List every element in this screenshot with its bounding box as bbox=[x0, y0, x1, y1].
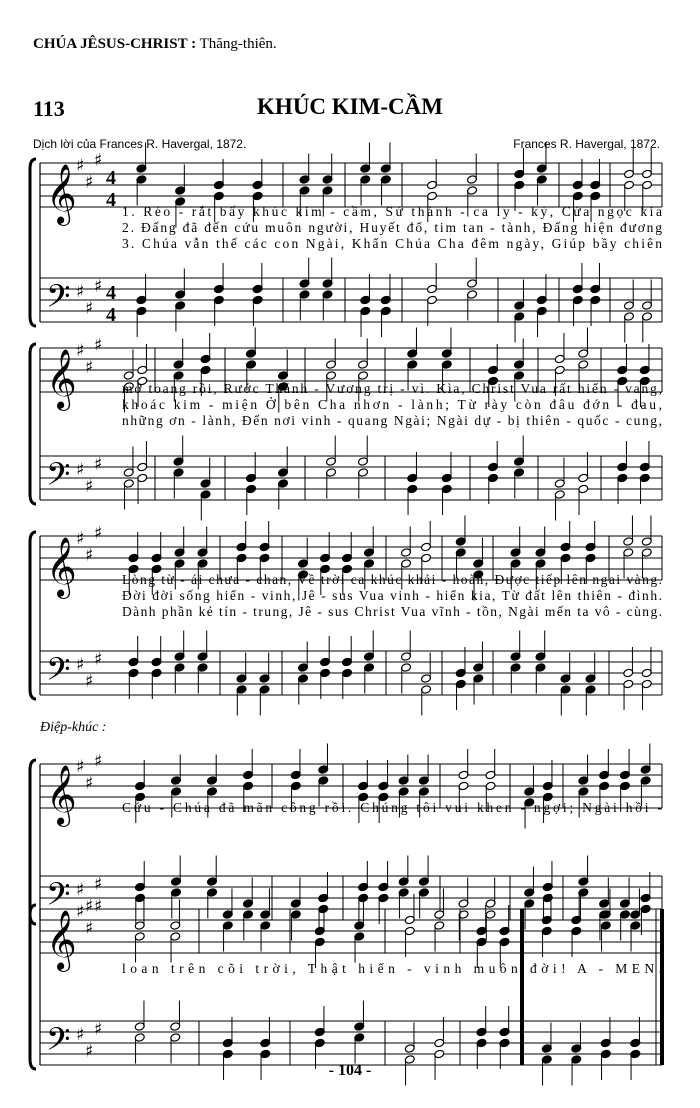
lyric-line: mở toang rồi, Rước Thánh - Vương trị - vì. Kìa, Christ Vua rất hiển - vang, bbox=[122, 381, 662, 396]
sharp-icon: ♯ bbox=[76, 880, 85, 900]
sharp-icon: ♯ bbox=[85, 1041, 94, 1062]
time-signature-bottom: 4 bbox=[106, 304, 116, 326]
sharp-icon: ♯ bbox=[94, 335, 103, 356]
system-2 bbox=[30, 328, 662, 521]
sharp-icon: ♯ bbox=[85, 357, 94, 378]
lyric-line: khoác kim - miện Ở bên Cha nhơn - lành; Từ rày còn đâu đớn - đau, bbox=[122, 397, 662, 412]
composer-credit: Frances R. Havergal, 1872. bbox=[513, 137, 660, 151]
sharp-icon: ♯ bbox=[76, 1025, 85, 1045]
sharp-icon: ♯ bbox=[85, 773, 94, 794]
treble-clef-icon: 𝄞 bbox=[46, 164, 77, 224]
time-signature-bottom: 4 bbox=[106, 189, 116, 211]
sharp-icon: ♯ bbox=[85, 918, 94, 939]
sharp-icon: ♯ bbox=[94, 454, 103, 475]
sharp-icon: ♯ bbox=[76, 757, 85, 777]
time-signature-top: 4 bbox=[106, 282, 116, 304]
treble-clef-icon: 𝄞 bbox=[46, 537, 77, 597]
lyric-line: Đời đời sống hiển - vinh, Jê - sus Vua vinh - hiển kia, Từ đất lên thiên - đình. bbox=[122, 588, 662, 603]
bass-clef-icon: 𝄢 bbox=[46, 278, 71, 322]
sharp-icon: ♯ bbox=[76, 156, 85, 176]
treble-clef-icon: 𝄞 bbox=[46, 910, 77, 970]
lyric-line: Dành phần kẻ tín - trung, Jê - sus Christ Vua vĩnh - tồn, Ngài mến ta vô - cùng. bbox=[122, 604, 662, 619]
system-bracket bbox=[30, 760, 36, 924]
lyric-line: Lòng từ - ái chưa - chan, Về trời ca khúc khải - hoàn, Được tiếp lên ngai vàng. bbox=[122, 572, 663, 587]
sharp-icon: ♯ bbox=[76, 902, 85, 922]
treble-clef-icon: 𝄞 bbox=[46, 349, 77, 409]
sharp-icon: ♯ bbox=[94, 751, 103, 772]
sharp-icon: ♯ bbox=[94, 874, 103, 895]
sharp-icon: ♯ bbox=[94, 649, 103, 670]
sharp-icon: ♯ bbox=[85, 671, 94, 692]
sharp-icon: ♯ bbox=[94, 523, 103, 544]
lyric-line: loan trên cõi trời, Thật hiển - vinh muôn đời! A - MEN. bbox=[122, 961, 662, 976]
system-bracket bbox=[30, 532, 36, 699]
treble-clef-icon: 𝄞 bbox=[46, 765, 77, 825]
hymn-number: 113 bbox=[33, 96, 65, 121]
lyric-line: Cứu - Chúa đã mãn công rồi. Chúng tôi vui khen - ngợi; Ngài hồi - bbox=[122, 800, 662, 815]
bass-clef-icon: 𝄢 bbox=[46, 1021, 71, 1065]
lyric-line: những ơn - lành, Đến nơi vinh - quang Ngài; Ngài dự - bị thiên - quốc - cung, bbox=[122, 413, 663, 428]
bass-clef-icon: 𝄢 bbox=[46, 456, 71, 500]
treble-staff bbox=[40, 909, 662, 953]
header-author: CHÚA JÊSUS-CHRIST : bbox=[33, 36, 197, 52]
sharp-icon: ♯ bbox=[94, 896, 103, 917]
bass-clef-icon: 𝄢 bbox=[46, 876, 71, 920]
bass-staff bbox=[40, 278, 662, 322]
sharp-icon: ♯ bbox=[94, 1019, 103, 1040]
lyric-line: 1. Réo - rắt bấy khúc kim - cầm, Sứ thánh - ca ly - kỳ, Cửa ngọc kia bbox=[122, 204, 662, 219]
sharp-icon: ♯ bbox=[85, 298, 94, 319]
sharp-icon: ♯ bbox=[76, 460, 85, 480]
bass-staff bbox=[40, 876, 662, 920]
system-1 bbox=[30, 143, 662, 343]
refrain-label: Điệp-khúc : bbox=[40, 720, 107, 735]
sharp-icon: ♯ bbox=[85, 896, 94, 917]
system-4 bbox=[30, 744, 663, 941]
bass-clef-icon: 𝄢 bbox=[46, 651, 71, 695]
sharp-icon: ♯ bbox=[76, 282, 85, 302]
time-signature-top: 4 bbox=[106, 167, 116, 189]
treble-staff bbox=[40, 163, 662, 207]
sharp-icon: ♯ bbox=[85, 172, 94, 193]
sharp-icon: ♯ bbox=[85, 476, 94, 497]
system-bracket bbox=[30, 159, 36, 326]
page-number: - 104 - bbox=[328, 1062, 372, 1079]
lyric-line: 3. Chúa vẫn thế các con Ngài, Khẩn Chúa Cha đêm ngày, Giúp bầy chiên bbox=[122, 236, 662, 251]
system-3 bbox=[30, 516, 662, 716]
sharp-icon: ♯ bbox=[85, 545, 94, 566]
sharp-icon: ♯ bbox=[94, 276, 103, 297]
system-5 bbox=[30, 889, 662, 1086]
sharp-icon: ♯ bbox=[76, 529, 85, 549]
system-bracket bbox=[30, 905, 36, 1069]
system-bracket bbox=[30, 344, 36, 504]
sharp-icon: ♯ bbox=[94, 150, 103, 171]
sharp-icon: ♯ bbox=[76, 655, 85, 675]
header-topic: Thăng-thiên. bbox=[196, 36, 277, 52]
translation-credit: Dịch lời của Frances R. Havergal, 1872. bbox=[33, 137, 247, 151]
bass-staff bbox=[40, 1021, 662, 1065]
hymn-title: KHÚC KIM-CẦM bbox=[257, 94, 443, 119]
sharp-icon: ♯ bbox=[76, 341, 85, 361]
lyric-line: 2. Đấng đã đến cứu muôn người, Huyết đổ, tim tan - tành, Đấng hiện đương bbox=[122, 220, 662, 235]
